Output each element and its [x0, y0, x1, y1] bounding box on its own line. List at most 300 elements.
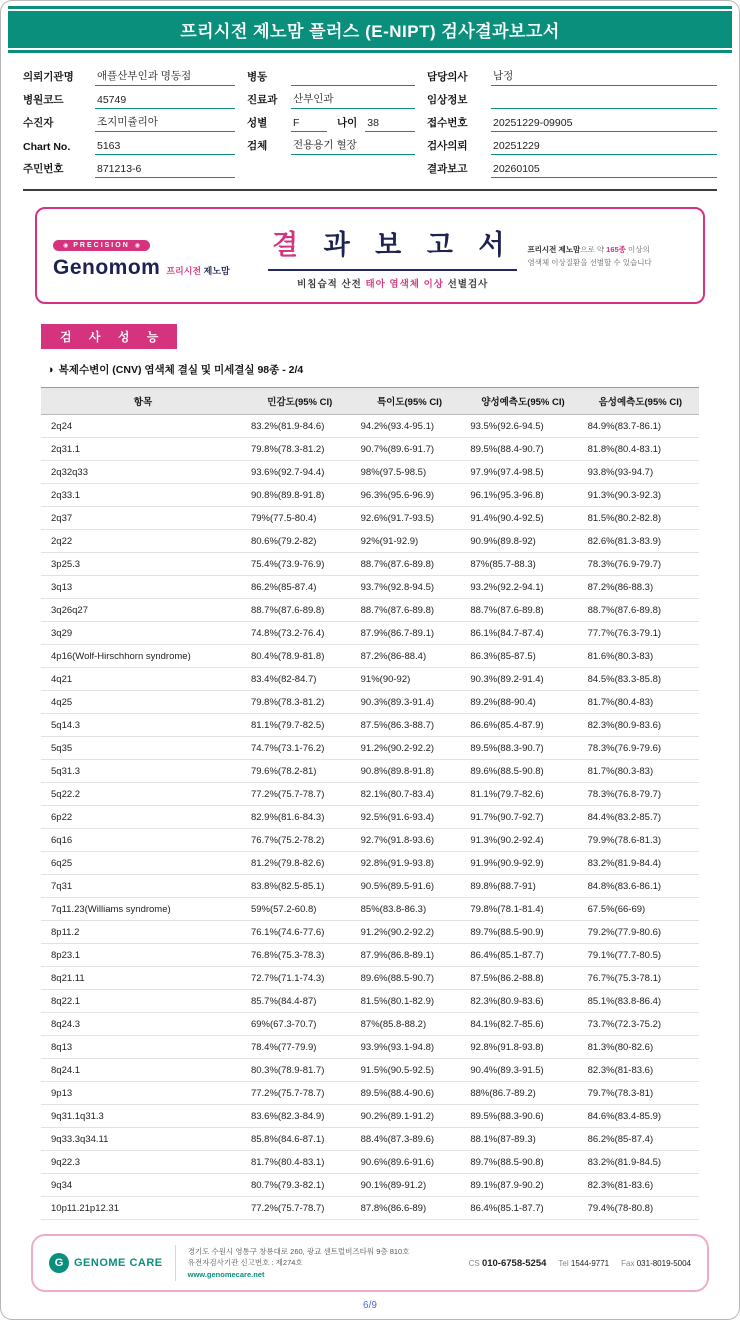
field-value	[491, 95, 717, 109]
metric-cell: 83.6%(82.3-84.9)	[245, 1105, 355, 1128]
metric-cell: 77.2%(75.7-78.7)	[245, 1197, 355, 1220]
metric-cell: 89.2%(88-90.4)	[464, 691, 581, 714]
item-cell: 5q14.3	[41, 714, 245, 737]
precision-badge	[53, 240, 150, 251]
metric-cell: 79.1%(77.7-80.5)	[582, 944, 699, 967]
metric-cell: 88.7%(87.6-89.8)	[355, 599, 465, 622]
footer-contact	[469, 1258, 691, 1269]
metric-cell: 92.8%(91.9-93.8)	[355, 852, 465, 875]
table-row	[41, 1105, 699, 1128]
item-cell: 2q37	[41, 507, 245, 530]
metric-cell: 93.5%(92.6-94.5)	[464, 415, 581, 438]
cs-phone: CS 010-6758-5254	[468, 1257, 547, 1269]
table-row	[41, 829, 699, 852]
patient-field	[427, 132, 717, 155]
metric-cell: 92.6%(91.7-93.5)	[355, 507, 465, 530]
metric-cell: 59%(57.2-60.8)	[245, 898, 355, 921]
table-row	[41, 967, 699, 990]
license-line: 유전자검사기관 신고번호 : 제274호	[187, 1258, 303, 1268]
metric-cell: 77.2%(75.7-78.7)	[245, 1082, 355, 1105]
metric-cell: 86.6%(85.4-87.9)	[464, 714, 581, 737]
item-cell: 2q22	[41, 530, 245, 553]
field-label: 담당의사	[427, 71, 468, 83]
item-cell: 4q25	[41, 691, 245, 714]
report-title: 결 과 보 고 서	[268, 223, 517, 271]
info-divider	[23, 189, 717, 191]
metric-cell: 84.8%(83.6-86.1)	[582, 875, 699, 898]
metric-cell: 91.2%(90.2-92.2)	[355, 921, 465, 944]
metric-cell: 82.3%(80.9-83.6)	[582, 714, 699, 737]
metric-cell: 93.9%(93.1-94.8)	[355, 1036, 465, 1059]
footer-divider	[175, 1245, 176, 1281]
footer	[31, 1234, 709, 1292]
table-row	[41, 806, 699, 829]
table-row	[41, 1036, 699, 1059]
metric-cell: 91.5%(90.5-92.5)	[355, 1059, 465, 1082]
patient-info-col3	[427, 63, 717, 178]
metric-cell: 78.3%(76.9-79.6)	[582, 737, 699, 760]
metric-cell: 86.1%(84.7-87.4)	[464, 622, 581, 645]
patient-field	[23, 109, 235, 132]
table-row	[41, 622, 699, 645]
item-cell: 2q24	[41, 415, 245, 438]
table-row	[41, 484, 699, 507]
item-cell: 3q29	[41, 622, 245, 645]
metric-cell: 83.8%(82.5-85.1)	[245, 875, 355, 898]
table-row	[41, 714, 699, 737]
item-cell: 2q32q33	[41, 461, 245, 484]
metric-cell: 83.2%(81.9-84.6)	[245, 415, 355, 438]
item-cell: 9q22.3	[41, 1151, 245, 1174]
metric-cell: 86.2%(85-87.4)	[582, 1128, 699, 1151]
item-cell: 5q31.3	[41, 760, 245, 783]
metric-cell: 89.5%(88.3-90.6)	[464, 1105, 581, 1128]
metric-cell: 89.6%(88.5-90.7)	[355, 967, 465, 990]
item-cell: 8q13	[41, 1036, 245, 1059]
item-cell: 9q31.1q31.3	[41, 1105, 245, 1128]
table-row	[41, 599, 699, 622]
metric-cell: 80.3%(78.9-81.7)	[245, 1059, 355, 1082]
table-row	[41, 1151, 699, 1174]
website-link[interactable]: www.genomecare.net	[187, 1269, 265, 1279]
metric-cell: 82.6%(81.3-83.9)	[582, 530, 699, 553]
precision-badge-label: PRECISION	[73, 241, 130, 249]
table-row	[41, 898, 699, 921]
section-title: 검 사 성 능	[41, 324, 177, 349]
item-cell: 10p11.21p12.31	[41, 1197, 245, 1220]
metric-cell: 90.8%(89.8-91.8)	[355, 760, 465, 783]
metric-cell: 77.7%(76.3-79.1)	[582, 622, 699, 645]
patient-field	[23, 155, 235, 178]
field-label: 병원코드	[23, 94, 64, 106]
field-value: 조지미쥴리아	[95, 114, 235, 132]
metric-cell: 73.7%(72.3-75.2)	[582, 1013, 699, 1036]
metric-cell: 91.7%(90.7-92.7)	[464, 806, 581, 829]
metric-cell: 89.5%(88.4-90.6)	[355, 1082, 465, 1105]
metric-cell: 80.4%(78.9-81.8)	[245, 645, 355, 668]
metric-cell: 90.9%(89.8-92)	[464, 530, 581, 553]
metric-cell: 85.1%(83.8-86.4)	[582, 990, 699, 1013]
table-row	[41, 668, 699, 691]
metric-cell: 78.4%(77-79.9)	[245, 1036, 355, 1059]
table-row	[41, 507, 699, 530]
column-header: 양성예측도(95% CI)	[464, 388, 581, 415]
field-label: 의뢰기관명	[23, 71, 74, 83]
patient-field	[427, 109, 717, 132]
metric-cell: 87.2%(86-88.4)	[355, 645, 465, 668]
metric-cell: 87.9%(86.8-89.1)	[355, 944, 465, 967]
genomom-logo	[53, 234, 258, 280]
metric-cell: 76.8%(75.3-78.3)	[245, 944, 355, 967]
section-note	[47, 362, 739, 377]
metric-cell: 79.2%(77.9-80.6)	[582, 921, 699, 944]
table-row	[41, 415, 699, 438]
patient-field	[247, 109, 415, 132]
metric-cell: 91.2%(90.2-92.2)	[355, 737, 465, 760]
patient-field	[427, 155, 717, 178]
metric-cell: 93.8%(93-94.7)	[582, 461, 699, 484]
metric-cell: 76.1%(74.6-77.6)	[245, 921, 355, 944]
metric-cell: 87.2%(86-88.3)	[582, 576, 699, 599]
patient-field	[247, 132, 415, 155]
metric-cell: 79.7%(78.3-81)	[582, 1082, 699, 1105]
report-subtitle: 비침습적 산전 태아 염색체 이상 선별검사	[297, 279, 489, 290]
metric-cell: 67.5%(66-69)	[582, 898, 699, 921]
metric-cell: 84.4%(83.2-85.7)	[582, 806, 699, 829]
table-row	[41, 1059, 699, 1082]
logo-line	[53, 256, 258, 280]
badge-dot-icon: ◉	[63, 242, 69, 249]
patient-field	[427, 63, 717, 86]
address-line: 경기도 수원시 영통구 창룡대로 260, 광교 센트럴비즈타워 9층 810호	[187, 1246, 410, 1256]
metric-cell: 90.1%(89-91.2)	[355, 1174, 465, 1197]
metric-cell: 80.6%(79.2-82)	[245, 530, 355, 553]
metric-cell: 87%(85.7-88.3)	[464, 553, 581, 576]
metric-cell: 90.2%(89.1-91.2)	[355, 1105, 465, 1128]
metric-cell: 81.7%(80.4-83.1)	[245, 1151, 355, 1174]
badge-dot-icon: ◉	[134, 242, 141, 249]
item-cell: 5q35	[41, 737, 245, 760]
metric-cell: 82.9%(81.6-84.3)	[245, 806, 355, 829]
table-row	[41, 921, 699, 944]
metric-cell: 88.7%(87.6-89.8)	[245, 599, 355, 622]
metric-cell: 89.6%(88.5-90.8)	[464, 760, 581, 783]
report-side-note: 프리시전 제노맘으로 약 165종 이상의 염색체 이상질환을 선별할 수 있습니다	[527, 245, 652, 267]
genome-care-logo-text: GENOME CARE	[74, 1257, 163, 1269]
item-cell: 4p16(Wolf-Hirschhorn syndrome)	[41, 645, 245, 668]
item-cell: 3p25.3	[41, 553, 245, 576]
metric-cell: 78.3%(76.8-79.7)	[582, 783, 699, 806]
performance-table-body	[41, 415, 699, 1220]
field-label: 성별	[247, 117, 268, 129]
field-value: 5163	[95, 140, 235, 155]
patient-info-col1	[23, 63, 235, 178]
logo-wordmark: Genomom	[53, 255, 161, 279]
field-value: 38	[365, 117, 415, 132]
metric-cell: 79.9%(78.6-81.3)	[582, 829, 699, 852]
metric-cell: 88.1%(87-89.3)	[464, 1128, 581, 1151]
item-cell: 9q33.3q34.11	[41, 1128, 245, 1151]
table-row	[41, 553, 699, 576]
field-label: 임상정보	[427, 94, 468, 106]
table-row	[41, 1197, 699, 1220]
field-label: 검사의뢰	[427, 140, 468, 152]
metric-cell: 81.5%(80.1-82.9)	[355, 990, 465, 1013]
metric-cell: 89.7%(88.5-90.9)	[464, 921, 581, 944]
metric-cell: 92.5%(91.6-93.4)	[355, 806, 465, 829]
field-value: F	[291, 117, 327, 132]
item-cell: 8q24.3	[41, 1013, 245, 1036]
table-row	[41, 645, 699, 668]
metric-cell: 87.9%(86.7-89.1)	[355, 622, 465, 645]
column-header: 민감도(95% CI)	[245, 388, 355, 415]
genome-care-logo	[49, 1253, 163, 1273]
metric-cell: 92.7%(91.8-93.6)	[355, 829, 465, 852]
metric-cell: 89.1%(87.9-90.2)	[464, 1174, 581, 1197]
metric-cell: 76.7%(75.2-78.2)	[245, 829, 355, 852]
header-top-rule	[8, 6, 732, 9]
item-cell: 3q26q27	[41, 599, 245, 622]
metric-cell: 92%(91-92.9)	[355, 530, 465, 553]
metric-cell: 79.8%(78.1-81.4)	[464, 898, 581, 921]
field-value: 전용용기 혈장	[291, 137, 415, 155]
metric-cell: 79.6%(78.2-81)	[245, 760, 355, 783]
item-cell: 3q13	[41, 576, 245, 599]
table-row	[41, 1128, 699, 1151]
report-header-box	[35, 207, 705, 304]
metric-cell: 87%(85.8-88.2)	[355, 1013, 465, 1036]
metric-cell: 85%(83.8-86.3)	[355, 898, 465, 921]
table-row	[41, 737, 699, 760]
tel-phone: Tel 1544-9771	[558, 1258, 610, 1268]
metric-cell: 79.8%(78.3-81.2)	[245, 438, 355, 461]
metric-cell: 78.3%(76.9-79.7)	[582, 553, 699, 576]
field-value: 871213-6	[95, 163, 235, 178]
metric-cell: 90.5%(89.5-91.6)	[355, 875, 465, 898]
table-row	[41, 783, 699, 806]
metric-cell: 88.4%(87.3-89.6)	[355, 1128, 465, 1151]
metric-cell: 97.9%(97.4-98.5)	[464, 461, 581, 484]
column-header: 특이도(95% CI)	[355, 388, 465, 415]
item-cell: 8q24.1	[41, 1059, 245, 1082]
item-cell: 8q21.11	[41, 967, 245, 990]
table-row	[41, 1013, 699, 1036]
field-value: 20251229-09905	[491, 117, 717, 132]
metric-cell: 79.8%(78.3-81.2)	[245, 691, 355, 714]
field-value: 산부인과	[291, 91, 415, 109]
table-row	[41, 1082, 699, 1105]
field-value: 45749	[95, 94, 235, 109]
field-label: 주민번호	[23, 163, 64, 175]
metric-cell: 88.7%(87.6-89.8)	[582, 599, 699, 622]
item-cell: 8p23.1	[41, 944, 245, 967]
metric-cell: 83.2%(81.9-84.5)	[582, 1151, 699, 1174]
patient-field	[427, 86, 717, 109]
metric-cell: 94.2%(93.4-95.1)	[355, 415, 465, 438]
metric-cell: 82.3%(80.9-83.6)	[464, 990, 581, 1013]
metric-cell: 79.4%(78-80.8)	[582, 1197, 699, 1220]
metric-cell: 76.7%(75.3-78.1)	[582, 967, 699, 990]
table-row	[41, 990, 699, 1013]
page-number: 6/9	[363, 1300, 377, 1311]
metric-cell: 88%(86.7-89.2)	[464, 1082, 581, 1105]
metric-cell: 90.3%(89.2-91.4)	[464, 668, 581, 691]
patient-field	[247, 63, 415, 86]
metric-cell: 72.7%(71.1-74.3)	[245, 967, 355, 990]
item-cell: 9p13	[41, 1082, 245, 1105]
metric-cell: 84.1%(82.7-85.6)	[464, 1013, 581, 1036]
metric-cell: 96.1%(95.3-96.8)	[464, 484, 581, 507]
table-row	[41, 875, 699, 898]
metric-cell: 90.3%(89.3-91.4)	[355, 691, 465, 714]
field-label: 진료과	[247, 94, 278, 106]
metric-cell: 81.6%(80.3-83)	[582, 645, 699, 668]
metric-cell: 77.2%(75.7-78.7)	[245, 783, 355, 806]
item-cell: 7q31	[41, 875, 245, 898]
item-cell: 6q25	[41, 852, 245, 875]
item-cell: 9q34	[41, 1174, 245, 1197]
metric-cell: 82.1%(80.7-83.4)	[355, 783, 465, 806]
field-label: 검체	[247, 140, 268, 152]
metric-cell: 91.3%(90.2-92.4)	[464, 829, 581, 852]
footer-address	[188, 1246, 410, 1281]
field-label: 결과보고	[427, 163, 468, 175]
table-row	[41, 461, 699, 484]
metric-cell: 75.4%(73.9-76.9)	[245, 553, 355, 576]
field-value: 20260105	[491, 163, 717, 178]
metric-cell: 69%(67.3-70.7)	[245, 1013, 355, 1036]
table-row	[41, 576, 699, 599]
field-value: 20251229	[491, 140, 717, 155]
item-cell: 2q33.1	[41, 484, 245, 507]
table-row	[41, 1174, 699, 1197]
metric-cell: 96.3%(95.6-96.9)	[355, 484, 465, 507]
metric-cell: 91.3%(90.3-92.3)	[582, 484, 699, 507]
metric-cell: 86.3%(85-87.5)	[464, 645, 581, 668]
field-label: 수진자	[23, 117, 54, 129]
metric-cell: 90.6%(89.6-91.6)	[355, 1151, 465, 1174]
metric-cell: 89.7%(88.5-90.8)	[464, 1151, 581, 1174]
column-header: 항목	[41, 388, 245, 415]
field-value: 남정	[491, 68, 717, 86]
table-row	[41, 944, 699, 967]
metric-cell: 74.7%(73.1-76.2)	[245, 737, 355, 760]
field-label: 나이	[337, 117, 358, 129]
patient-field	[247, 86, 415, 109]
page-title: 프리시전 제노맘 플러스 (E-NIPT) 검사결과보고서	[8, 11, 732, 48]
patient-field	[23, 63, 235, 86]
metric-cell: 91%(90-92)	[355, 668, 465, 691]
item-cell: 6p22	[41, 806, 245, 829]
metric-cell: 84.5%(83.3-85.8)	[582, 668, 699, 691]
metric-cell: 89.5%(88.4-90.7)	[464, 438, 581, 461]
metric-cell: 85.7%(84.4-87)	[245, 990, 355, 1013]
metric-cell: 81.1%(79.7-82.6)	[464, 783, 581, 806]
half-circle-icon: ◑	[47, 364, 54, 376]
item-cell: 5q22.2	[41, 783, 245, 806]
metric-cell: 84.9%(83.7-86.1)	[582, 415, 699, 438]
metric-cell: 86.2%(85-87.4)	[245, 576, 355, 599]
metric-cell: 92.8%(91.8-93.8)	[464, 1036, 581, 1059]
patient-info-col2	[247, 63, 415, 178]
item-cell: 8q22.1	[41, 990, 245, 1013]
header	[1, 1, 739, 53]
metric-cell: 81.2%(79.8-82.6)	[245, 852, 355, 875]
metric-cell: 90.7%(89.6-91.7)	[355, 438, 465, 461]
metric-cell: 93.7%(92.8-94.5)	[355, 576, 465, 599]
column-header: 음성예측도(95% CI)	[582, 388, 699, 415]
metric-cell: 98%(97.5-98.5)	[355, 461, 465, 484]
metric-cell: 87.8%(86.6-89)	[355, 1197, 465, 1220]
table-row	[41, 691, 699, 714]
metric-cell: 74.8%(73.2-76.4)	[245, 622, 355, 645]
metric-cell: 81.7%(80.4-83)	[582, 691, 699, 714]
metric-cell: 83.2%(81.9-84.4)	[582, 852, 699, 875]
item-cell: 2q31.1	[41, 438, 245, 461]
metric-cell: 80.7%(79.3-82.1)	[245, 1174, 355, 1197]
table-header-row	[41, 388, 699, 415]
metric-cell: 81.7%(80.3-83)	[582, 760, 699, 783]
field-label: Chart No.	[23, 141, 71, 153]
fax-number: Fax 031-8019-5004	[621, 1258, 691, 1268]
metric-cell: 83.4%(82-84.7)	[245, 668, 355, 691]
metric-cell: 89.5%(88.3-90.7)	[464, 737, 581, 760]
metric-cell: 82.3%(81-83.6)	[582, 1059, 699, 1082]
item-cell: 7q11.23(Williams syndrome)	[41, 898, 245, 921]
item-cell: 6q16	[41, 829, 245, 852]
metric-cell: 79%(77.5-80.4)	[245, 507, 355, 530]
metric-cell: 85.8%(84.6-87.1)	[245, 1128, 355, 1151]
field-value: 애플산부인과 명동점	[95, 68, 235, 86]
section-note-text: 복제수변이 (CNV) 염색체 결실 및 미세결실 98종 - 2/4	[58, 364, 304, 376]
report-title-block	[268, 223, 517, 290]
metric-cell: 90.4%(89.3-91.5)	[464, 1059, 581, 1082]
table-row	[41, 852, 699, 875]
metric-cell: 81.1%(79.7-82.5)	[245, 714, 355, 737]
field-label: 병동	[247, 71, 268, 83]
table-row	[41, 438, 699, 461]
patient-info-section	[1, 53, 739, 186]
metric-cell: 88.7%(87.6-89.8)	[355, 553, 465, 576]
metric-cell: 86.4%(85.1-87.7)	[464, 1197, 581, 1220]
metric-cell: 91.9%(90.9-92.9)	[464, 852, 581, 875]
metric-cell: 90.8%(89.8-91.8)	[245, 484, 355, 507]
metric-cell: 93.6%(92.7-94.4)	[245, 461, 355, 484]
metric-cell: 87.5%(86.3-88.7)	[355, 714, 465, 737]
metric-cell: 89.8%(88.7-91)	[464, 875, 581, 898]
metric-cell: 82.3%(81-83.6)	[582, 1174, 699, 1197]
metric-cell: 88.7%(87.6-89.8)	[464, 599, 581, 622]
field-value	[291, 72, 415, 86]
patient-field	[23, 132, 235, 155]
metric-cell: 87.5%(86.2-88.8)	[464, 967, 581, 990]
field-label: 접수번호	[427, 117, 468, 129]
metric-cell: 84.6%(83.4-85.9)	[582, 1105, 699, 1128]
logo-korean-label: 프리시전 제노맘	[166, 265, 230, 276]
metric-cell: 81.8%(80.4-83.1)	[582, 438, 699, 461]
item-cell: 8p11.2	[41, 921, 245, 944]
genome-care-logo-icon: G	[49, 1253, 69, 1273]
metric-cell: 81.5%(80.2-82.8)	[582, 507, 699, 530]
table-row	[41, 760, 699, 783]
performance-table	[41, 387, 699, 1220]
metric-cell: 93.2%(92.2-94.1)	[464, 576, 581, 599]
item-cell: 4q21	[41, 668, 245, 691]
metric-cell: 91.4%(90.4-92.5)	[464, 507, 581, 530]
metric-cell: 86.4%(85.1-87.7)	[464, 944, 581, 967]
table-row	[41, 530, 699, 553]
metric-cell: 81.3%(80-82.6)	[582, 1036, 699, 1059]
